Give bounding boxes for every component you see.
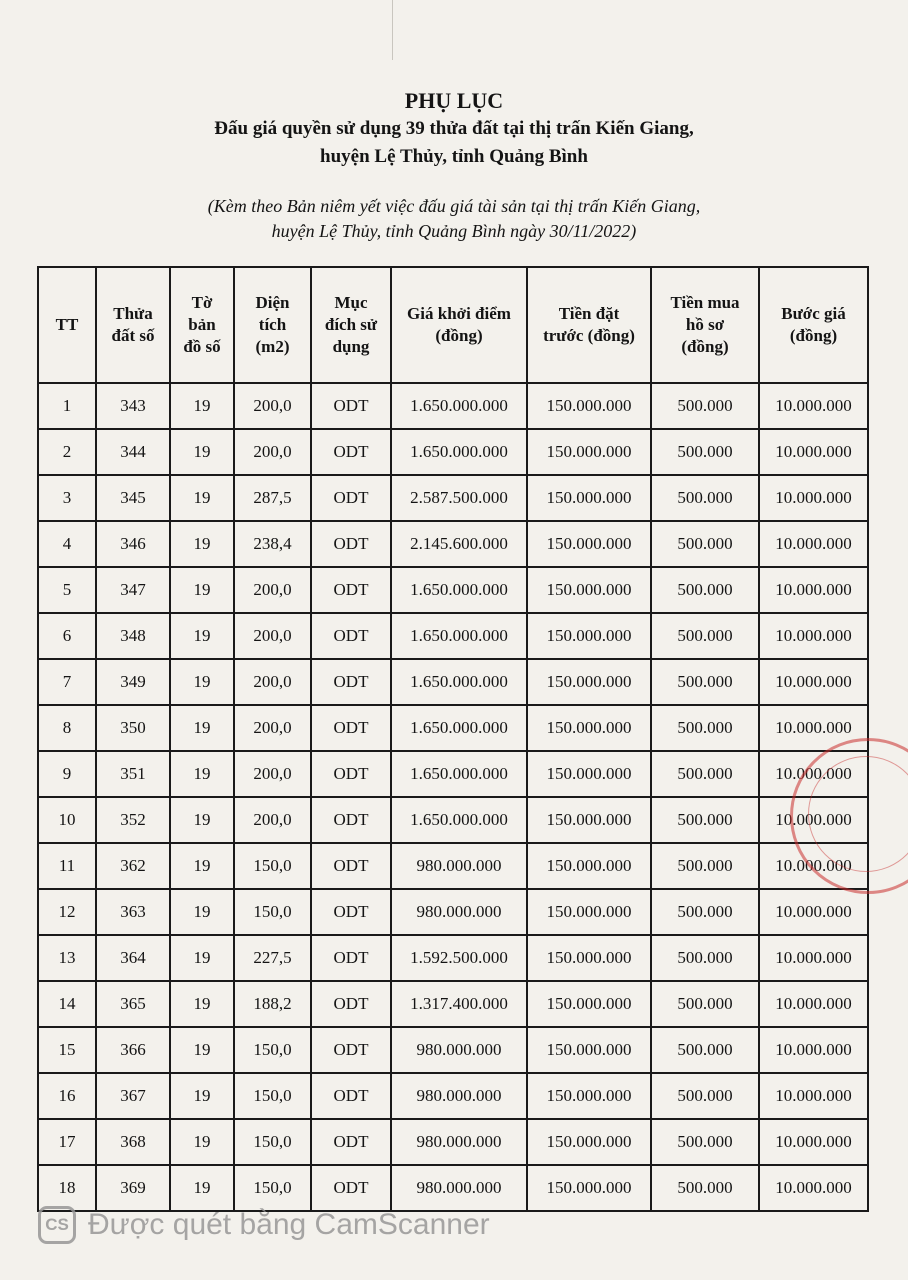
column-header-line: đồ số — [183, 337, 221, 356]
table-cell: 238,4 — [234, 521, 311, 567]
table-cell: 19 — [170, 1165, 234, 1211]
table-cell: 9 — [38, 751, 96, 797]
column-header-0 — [38, 267, 96, 383]
column-header-8 — [759, 267, 868, 383]
camscanner-logo-icon: CS — [38, 1206, 76, 1244]
table-cell: 980.000.000 — [391, 889, 527, 935]
table-cell: 7 — [38, 659, 96, 705]
table-cell: 367 — [96, 1073, 170, 1119]
table-cell: 346 — [96, 521, 170, 567]
table-cell: 19 — [170, 797, 234, 843]
table-cell: 150.000.000 — [527, 521, 651, 567]
table-cell: 5 — [38, 567, 96, 613]
column-header-line: tích — [258, 315, 287, 334]
table-cell: 19 — [170, 659, 234, 705]
column-header-line: Tiền đặt — [558, 304, 620, 323]
table-cell: 150,0 — [234, 1165, 311, 1211]
table-cell: 19 — [170, 567, 234, 613]
table-cell: 150.000.000 — [527, 1027, 651, 1073]
column-header-line: dụng — [332, 337, 370, 356]
table-cell: 150,0 — [234, 843, 311, 889]
table-cell: ODT — [311, 889, 391, 935]
table-cell: 10.000.000 — [759, 797, 868, 843]
table-cell: 200,0 — [234, 383, 311, 429]
table-cell: 500.000 — [651, 1119, 759, 1165]
table-cell: 150.000.000 — [527, 659, 651, 705]
table-cell: 150.000.000 — [527, 935, 651, 981]
column-header-6 — [527, 267, 651, 383]
table-row — [38, 613, 868, 659]
table-cell: 500.000 — [651, 751, 759, 797]
table-cell: 19 — [170, 889, 234, 935]
table-cell: 500.000 — [651, 797, 759, 843]
table-cell: 150.000.000 — [527, 1165, 651, 1211]
table-cell: 150,0 — [234, 1027, 311, 1073]
table-cell: 12 — [38, 889, 96, 935]
table-cell: 365 — [96, 981, 170, 1027]
table-row — [38, 1027, 868, 1073]
table-cell: ODT — [311, 475, 391, 521]
table-cell: 150.000.000 — [527, 1119, 651, 1165]
page-title: PHỤ LỤC — [404, 88, 504, 113]
table-cell: 1 — [38, 383, 96, 429]
table-cell: 363 — [96, 889, 170, 935]
table-cell: 500.000 — [651, 521, 759, 567]
table-cell: 344 — [96, 429, 170, 475]
column-header-line: Thửa — [113, 304, 153, 323]
table-cell: 19 — [170, 751, 234, 797]
table-row — [38, 1119, 868, 1165]
column-header-4 — [311, 267, 391, 383]
table-cell: 10.000.000 — [759, 567, 868, 613]
column-header-line: Diện — [255, 293, 290, 312]
table-cell: 10.000.000 — [759, 613, 868, 659]
table-cell: 349 — [96, 659, 170, 705]
table-cell: ODT — [311, 1165, 391, 1211]
table-cell: 10.000.000 — [759, 1073, 868, 1119]
table-cell: 200,0 — [234, 613, 311, 659]
table-cell: 19 — [170, 383, 234, 429]
table-cell: ODT — [311, 705, 391, 751]
table-cell: 10.000.000 — [759, 1165, 868, 1211]
table-cell: 348 — [96, 613, 170, 659]
table-body — [38, 383, 868, 1211]
table-cell: 369 — [96, 1165, 170, 1211]
table-cell: 11 — [38, 843, 96, 889]
table-cell: 17 — [38, 1119, 96, 1165]
table-cell: 10.000.000 — [759, 843, 868, 889]
table-cell: 150.000.000 — [527, 429, 651, 475]
table-cell: 500.000 — [651, 429, 759, 475]
column-header-2 — [170, 267, 234, 383]
table-cell: 10 — [38, 797, 96, 843]
column-header-line: Tờ — [191, 293, 213, 312]
table-row — [38, 475, 868, 521]
table-cell: 150.000.000 — [527, 567, 651, 613]
table-cell: 1.650.000.000 — [391, 613, 527, 659]
table-cell: 19 — [170, 429, 234, 475]
table-cell: ODT — [311, 567, 391, 613]
table-cell: 150.000.000 — [527, 475, 651, 521]
table-cell: 1.650.000.000 — [391, 567, 527, 613]
table-cell: 10.000.000 — [759, 521, 868, 567]
table-cell: 150.000.000 — [527, 1073, 651, 1119]
table-row — [38, 1165, 868, 1211]
table-cell: 18 — [38, 1165, 96, 1211]
table-cell: 150,0 — [234, 1073, 311, 1119]
table-cell: 1.650.000.000 — [391, 383, 527, 429]
column-header-line: hồ sơ — [685, 315, 725, 334]
column-header-line: (m2) — [255, 337, 290, 356]
column-header-line: Giá khởi điểm — [407, 304, 511, 323]
table-cell: ODT — [311, 981, 391, 1027]
table-header-row — [38, 267, 868, 383]
table-cell: 19 — [170, 705, 234, 751]
column-header-line: (đồng) — [435, 326, 483, 345]
table-cell: ODT — [311, 797, 391, 843]
table-cell: 500.000 — [651, 613, 759, 659]
table-cell: 150,0 — [234, 1119, 311, 1165]
column-header-line: (đồng) — [681, 337, 729, 356]
table-cell: 19 — [170, 843, 234, 889]
table-cell: 150.000.000 — [527, 889, 651, 935]
table-cell: 14 — [38, 981, 96, 1027]
table-cell: 19 — [170, 521, 234, 567]
table-cell: 500.000 — [651, 475, 759, 521]
paper-fold-line — [392, 0, 393, 60]
table-cell: 2.587.500.000 — [391, 475, 527, 521]
table-cell: 1.650.000.000 — [391, 429, 527, 475]
table-cell: 150.000.000 — [527, 705, 651, 751]
table-cell: ODT — [311, 1073, 391, 1119]
table-cell: 10.000.000 — [759, 981, 868, 1027]
table-cell: 13 — [38, 935, 96, 981]
table-cell: 352 — [96, 797, 170, 843]
column-header-5 — [391, 267, 527, 383]
table-cell: 500.000 — [651, 1027, 759, 1073]
column-header-line: Mục — [334, 293, 368, 312]
table-cell: 200,0 — [234, 751, 311, 797]
table-cell: 150.000.000 — [527, 843, 651, 889]
table-cell: 500.000 — [651, 383, 759, 429]
column-header-line: Tiền mua — [670, 293, 740, 312]
table-cell: 15 — [38, 1027, 96, 1073]
table-cell: 10.000.000 — [759, 935, 868, 981]
table-cell: 980.000.000 — [391, 1119, 527, 1165]
table-cell: 980.000.000 — [391, 843, 527, 889]
table-cell: 10.000.000 — [759, 659, 868, 705]
table-cell: 10.000.000 — [759, 1027, 868, 1073]
table-cell: 150.000.000 — [527, 751, 651, 797]
column-header-line: (đồng) — [789, 326, 838, 345]
table-cell: 200,0 — [234, 659, 311, 705]
table-cell: 188,2 — [234, 981, 311, 1027]
table-row — [38, 429, 868, 475]
table-cell: 10.000.000 — [759, 383, 868, 429]
table-row — [38, 659, 868, 705]
table-cell: 347 — [96, 567, 170, 613]
table-cell: 19 — [170, 1073, 234, 1119]
note-line-2: huyện Lệ Thủy, tỉnh Quảng Bình ngày 30/11/2022) — [271, 221, 637, 241]
table-cell: 10.000.000 — [759, 751, 868, 797]
table-cell: ODT — [311, 659, 391, 705]
table-cell: 500.000 — [651, 1165, 759, 1211]
table-cell: ODT — [311, 935, 391, 981]
table-cell: 150.000.000 — [527, 981, 651, 1027]
table-cell: 150.000.000 — [527, 613, 651, 659]
table-cell: 200,0 — [234, 429, 311, 475]
table-cell: 1.650.000.000 — [391, 797, 527, 843]
land-plot-table — [37, 266, 869, 1212]
table-cell: 500.000 — [651, 981, 759, 1027]
column-header-1 — [96, 267, 170, 383]
table-cell: 1.650.000.000 — [391, 751, 527, 797]
table-cell: ODT — [311, 843, 391, 889]
table-cell: 287,5 — [234, 475, 311, 521]
table-cell: 19 — [170, 613, 234, 659]
table-row — [38, 1073, 868, 1119]
column-header-line: TT — [55, 315, 79, 334]
table-cell: 980.000.000 — [391, 1073, 527, 1119]
table-cell: 500.000 — [651, 705, 759, 751]
table-row — [38, 935, 868, 981]
table-cell: 500.000 — [651, 1073, 759, 1119]
table-cell: 19 — [170, 981, 234, 1027]
table-cell: 362 — [96, 843, 170, 889]
page-subtitle-line-2: huyện Lệ Thủy, tỉnh Quảng Bình — [320, 146, 588, 167]
table-cell: 10.000.000 — [759, 1119, 868, 1165]
table-cell: ODT — [311, 1027, 391, 1073]
table-cell: ODT — [311, 1119, 391, 1165]
table-cell: 6 — [38, 613, 96, 659]
table-cell: 200,0 — [234, 797, 311, 843]
table-cell: 500.000 — [651, 659, 759, 705]
column-header-7 — [651, 267, 759, 383]
table-cell: 10.000.000 — [759, 889, 868, 935]
table-row — [38, 843, 868, 889]
table-row — [38, 889, 868, 935]
table-cell: 366 — [96, 1027, 170, 1073]
table-cell: 10.000.000 — [759, 475, 868, 521]
note-line-1: (Kèm theo Bản niêm yết việc đấu giá tài sản tại thị trấn Kiến Giang, — [207, 196, 701, 216]
table-cell: 3 — [38, 475, 96, 521]
table-row — [38, 521, 868, 567]
table-cell: 345 — [96, 475, 170, 521]
table-cell: 200,0 — [234, 705, 311, 751]
table-cell: 1.592.500.000 — [391, 935, 527, 981]
table-cell: 1.650.000.000 — [391, 705, 527, 751]
table-cell: 368 — [96, 1119, 170, 1165]
column-header-line: bản — [188, 315, 216, 334]
table-cell: 500.000 — [651, 567, 759, 613]
table-cell: 227,5 — [234, 935, 311, 981]
table-cell: 1.317.400.000 — [391, 981, 527, 1027]
table-cell: 8 — [38, 705, 96, 751]
table-cell: 10.000.000 — [759, 429, 868, 475]
table-row — [38, 705, 868, 751]
table-cell: 19 — [170, 1119, 234, 1165]
table-cell: 150.000.000 — [527, 797, 651, 843]
table-cell: ODT — [311, 383, 391, 429]
table-cell: ODT — [311, 751, 391, 797]
table-cell: 19 — [170, 1027, 234, 1073]
table-cell: 4 — [38, 521, 96, 567]
table-cell: 1.650.000.000 — [391, 659, 527, 705]
table-cell: 351 — [96, 751, 170, 797]
table-cell: 343 — [96, 383, 170, 429]
table-cell: 200,0 — [234, 567, 311, 613]
table-cell: 10.000.000 — [759, 705, 868, 751]
table-cell: 350 — [96, 705, 170, 751]
table-cell: 2.145.600.000 — [391, 521, 527, 567]
table-row — [38, 797, 868, 843]
table-cell: 500.000 — [651, 889, 759, 935]
table-cell: 150.000.000 — [527, 383, 651, 429]
column-header-line: Bước giá — [781, 304, 846, 323]
table-row — [38, 751, 868, 797]
column-header-line: đất số — [111, 326, 155, 345]
table-cell: 500.000 — [651, 935, 759, 981]
table-cell: ODT — [311, 613, 391, 659]
table-cell: ODT — [311, 521, 391, 567]
table-row — [38, 383, 868, 429]
table-cell: 16 — [38, 1073, 96, 1119]
table-cell: 364 — [96, 935, 170, 981]
camscanner-watermark — [38, 1206, 490, 1244]
table-cell: 980.000.000 — [391, 1027, 527, 1073]
table-row — [38, 567, 868, 613]
column-header-line: trước (đồng) — [543, 326, 635, 345]
table-cell: ODT — [311, 429, 391, 475]
watermark-text: Được quét bằng CamScanner — [88, 1208, 490, 1241]
column-header-3 — [234, 267, 311, 383]
table-cell: 2 — [38, 429, 96, 475]
table-cell: 19 — [170, 475, 234, 521]
column-header-line: đích sử — [324, 315, 378, 334]
page-subtitle-line-1: Đấu giá quyền sử dụng 39 thửa đất tại thị trấn Kiến Giang, — [214, 118, 694, 139]
table-row — [38, 981, 868, 1027]
table-cell: 980.000.000 — [391, 1165, 527, 1211]
table-cell: 19 — [170, 935, 234, 981]
table-cell: 150,0 — [234, 889, 311, 935]
table-cell: 500.000 — [651, 843, 759, 889]
